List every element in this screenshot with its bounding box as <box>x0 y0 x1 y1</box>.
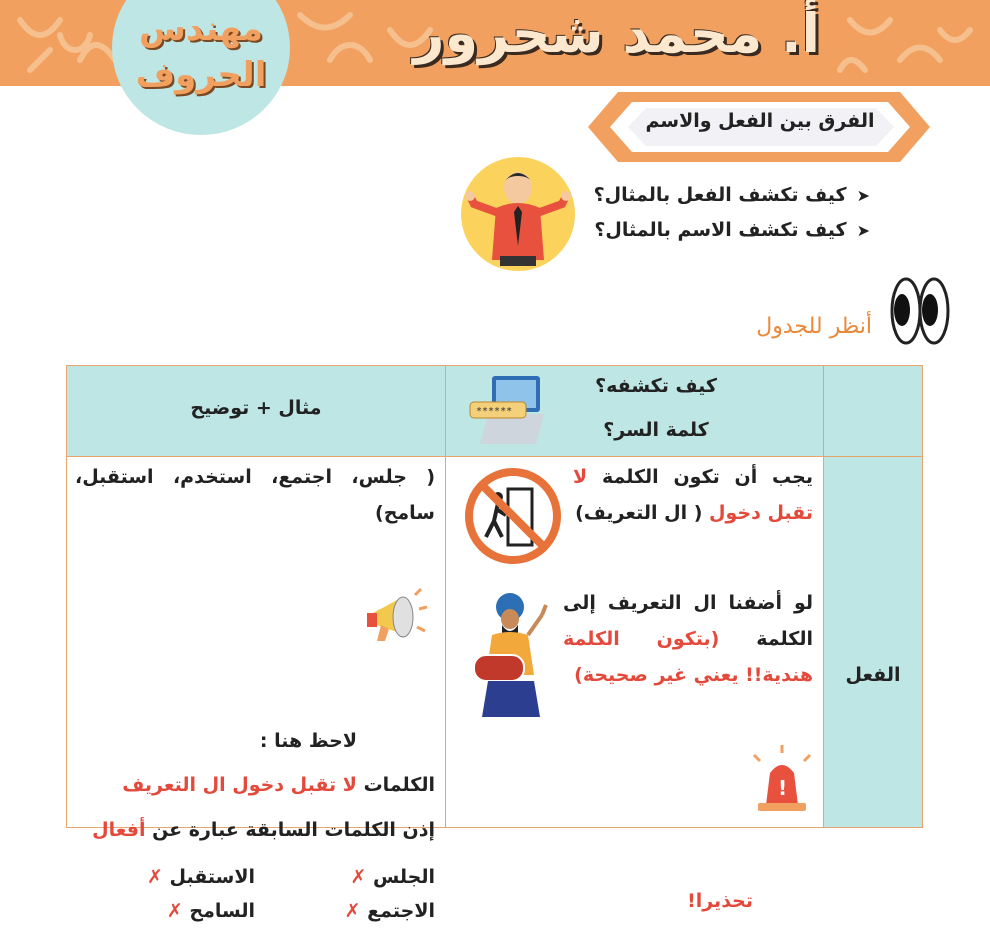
words-line <box>122 767 435 803</box>
rule-1-red: لا تقبل دخول <box>573 466 813 524</box>
note-label: لاحظ هنا : <box>259 730 357 752</box>
how-cell <box>446 457 824 912</box>
so-line <box>92 812 435 848</box>
rule-2-text: لو أضفنا ال التعريف إلى الكلمة <box>563 592 813 650</box>
examples-text: ( جلس، اجتمع، استخدم، استقبل، سامح) <box>75 466 435 524</box>
rule-1-text: يجب أن تكون الكلمة <box>587 466 813 488</box>
so-line-red: أفعال <box>92 819 146 841</box>
wrong-word-2 <box>147 859 255 895</box>
cross-mark-icon: ✗ <box>344 900 361 922</box>
cross-mark-icon: ✗ <box>146 866 163 888</box>
arrow-bullet-icon: ➤ <box>856 186 870 205</box>
header-example-cell <box>67 366 446 457</box>
warning-label-text: تحذيرا! <box>687 890 753 912</box>
badge-line-2: الحروف <box>135 55 267 95</box>
question-1-text: كيف تكشف الفعل بالمثال؟ <box>593 184 847 206</box>
password-dots: ****** <box>476 406 513 417</box>
logo-badge-text <box>112 6 290 98</box>
wrong-word-1-text: الجلس <box>373 866 435 888</box>
wrong-word-4-text: السامح <box>189 900 255 922</box>
arrow-bullet-icon: ➤ <box>856 221 870 240</box>
look-at-table-label: أنظر للجدول <box>756 314 872 339</box>
examples-cell <box>67 457 446 922</box>
header-example: مثال + توضيح <box>190 397 322 419</box>
question-2-text: كيف تكشف الاسم بالمثال؟ <box>594 219 847 241</box>
cross-mark-icon: ✗ <box>350 866 367 888</box>
wrong-word-2-text: الاستقبل <box>169 866 255 888</box>
wrong-word-4 <box>167 893 255 929</box>
comparison-table <box>66 365 923 922</box>
eyes-icon <box>890 276 950 346</box>
words-line-text: الكلمات <box>356 774 435 796</box>
warning-label <box>687 883 753 919</box>
words-line-red: لا تقبل دخول ال التعريف <box>122 774 357 796</box>
laptop-password-icon <box>466 372 546 448</box>
no-entry-sign-icon <box>464 467 562 565</box>
rule-1 <box>573 459 813 531</box>
svg-text:!: ! <box>778 776 788 800</box>
header-side-cell <box>824 366 923 457</box>
rule-2 <box>563 585 813 693</box>
question-1 <box>594 184 870 206</box>
question-2 <box>594 219 870 241</box>
rule-1-text-2: ( ال التعريف) <box>575 502 710 524</box>
teacher-name: أ. محمد شحرور <box>413 2 820 65</box>
wrong-word-3 <box>345 893 435 929</box>
header-how-line2: كلمة السر؟ <box>603 419 709 441</box>
confused-person-icon <box>460 156 576 272</box>
alarm-siren-icon <box>752 743 812 813</box>
rule-2-red: (بتكون الكلمة هندية!! يعني غير صحيحة) <box>563 628 813 686</box>
lesson-title: الفرق بين الفعل والاسم <box>645 110 875 132</box>
row-label: الفعل <box>845 664 901 686</box>
wrong-word-3-text: الاجتمع <box>367 900 435 922</box>
badge-line-1: مهندس <box>139 9 263 49</box>
drummer-icon <box>470 585 552 725</box>
so-line-text: إذن الكلمات السابقة عبارة عن <box>145 819 435 841</box>
header-how-cell <box>446 366 824 457</box>
cross-mark-icon: ✗ <box>166 900 183 922</box>
header-how-line1: كيف تكشفه؟ <box>595 375 717 397</box>
megaphone-icon <box>359 585 429 655</box>
wrong-word-1 <box>350 859 435 895</box>
row-label-cell <box>824 457 923 828</box>
